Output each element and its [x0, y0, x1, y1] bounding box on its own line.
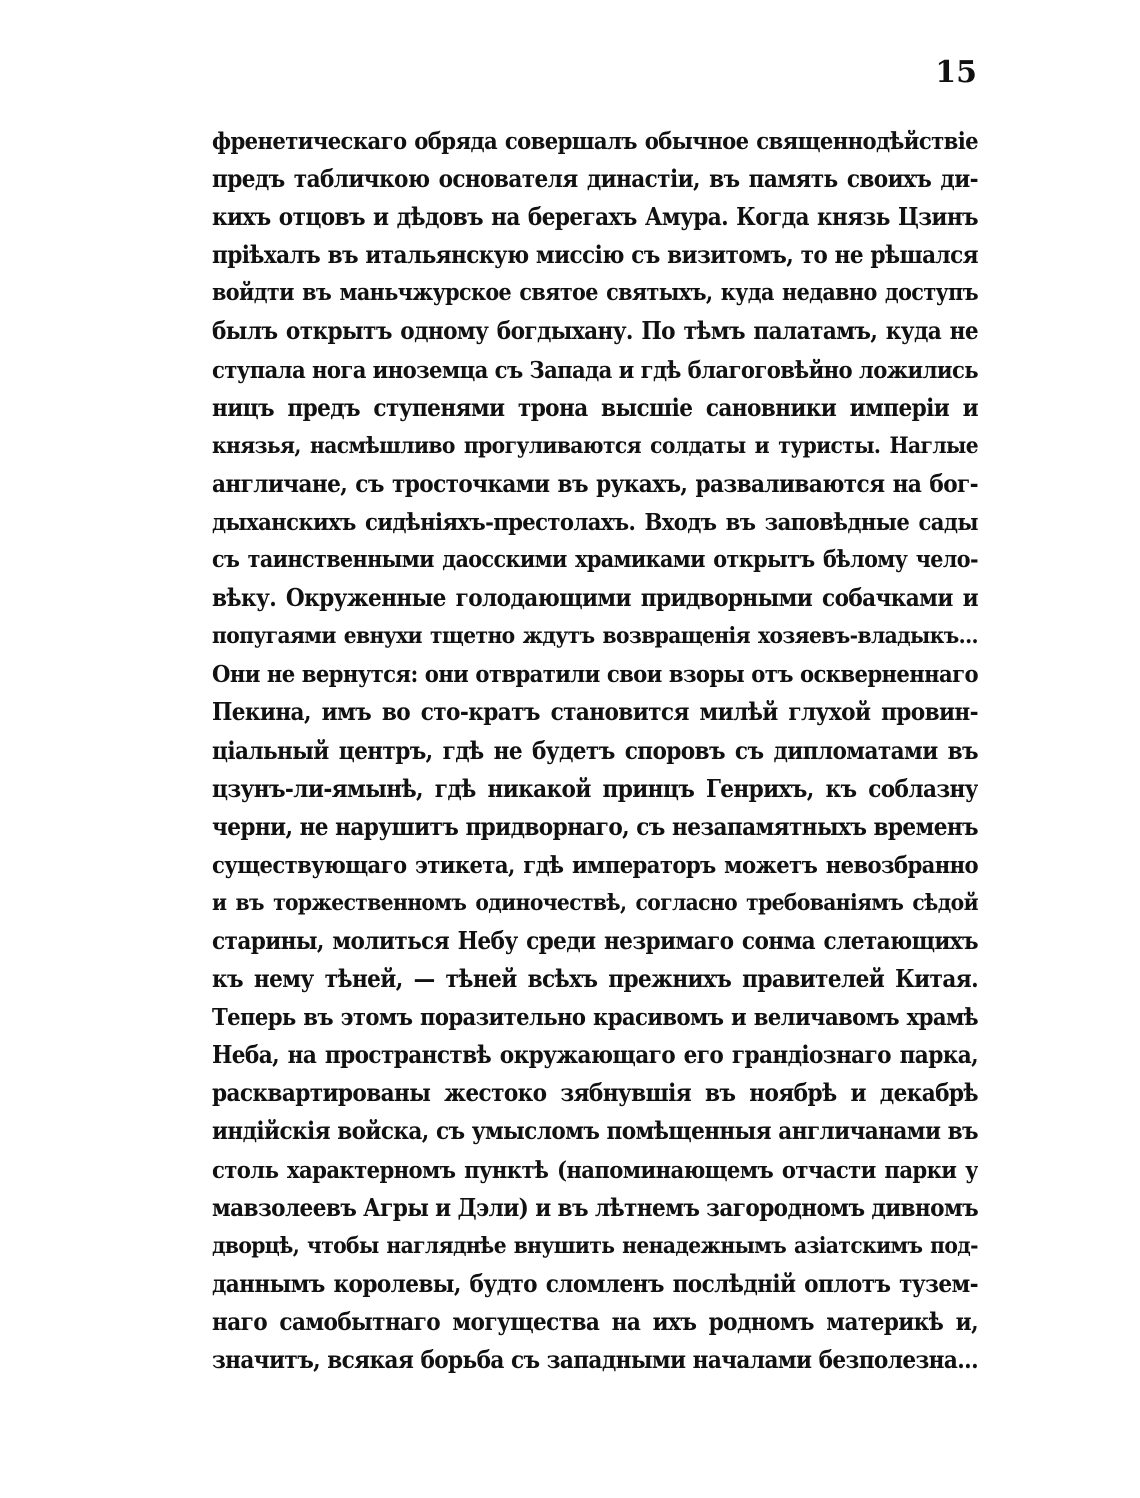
text-line: расквартированы жестоко зябнувшія въ ноябрѣ и декабрѣ	[212, 1078, 978, 1108]
text-line: столь характерномъ пунктѣ (напоминающемъ отчасти парки у	[212, 1155, 978, 1184]
text-line: индійскія войска, съ умысломъ помѣщенныя англичанами въ	[212, 1116, 978, 1146]
text-line: Теперь въ этомъ поразительно красивомъ и величавомъ храмѣ	[212, 1003, 978, 1032]
text-line: цзунъ-ли-ямынѣ, гдѣ никакой принцъ Генрихъ, къ соблазну	[212, 773, 978, 803]
text-line: наго самобытнаго могущества на ихъ родномъ материкѣ и,	[212, 1306, 978, 1336]
text-line: ницъ предъ ступенями трона высшіе сановники имперіи и	[212, 392, 978, 422]
text-line: пріѣхалъ въ итальянскую миссію съ визитомъ, то не рѣшался	[212, 240, 978, 270]
text-line: ціальный центръ, гдѣ не будетъ споровъ съ дипломатами въ	[212, 735, 978, 765]
text-line: вѣку. Окруженные голодающими придворными собачками и	[212, 583, 978, 613]
page-number: 15	[935, 55, 977, 90]
text-line: и въ торжественномъ одиночествѣ, согласно требованіямъ сѣдой	[212, 889, 978, 916]
text-line: Они не вернутся: они отвратили свои взоры отъ оскверненнаго	[212, 660, 978, 689]
text-line: существующаго этикета, гдѣ императоръ можетъ невозбранно	[212, 850, 978, 879]
text-line: съ таинственными даосскими храмиками открытъ бѣлому чело-	[212, 546, 978, 574]
text-line: френетическаго обряда совершалъ обычное священнодѣйствіе	[212, 127, 978, 155]
text-line: кихъ отцовъ и дѣдовъ на берегахъ Амура. Когда князь Цзинъ	[212, 202, 978, 232]
text-line: мавзолеевъ Агры и Дэли) и въ лѣтнемъ загородномъ дивномъ	[212, 1192, 978, 1222]
text-line: войдти въ маньчжурское святое святыхъ, куда недавно доступъ	[212, 279, 978, 307]
text-line: попугаями евнухи тщетно ждутъ возвращенія хозяевъ-владыкъ...	[212, 623, 978, 650]
text-line: дворцѣ, чтобы нагляднѣе внушить ненадежнымъ азіатскимъ под-	[212, 1232, 978, 1259]
text-line: дыханскихъ сидѣніяхъ-престолахъ. Входъ въ заповѣдные сады	[212, 507, 978, 536]
text-line: ступала нога иноземца съ Запада и гдѣ благоговѣйно ложились	[212, 355, 978, 384]
text-line: былъ открытъ одному богдыхану. По тѣмъ палатамъ, куда не	[212, 316, 978, 346]
body-text	[212, 122, 978, 1379]
text-line: черни, не нарушитъ придворнаго, съ незапамятныхъ временъ	[212, 811, 978, 841]
text-line: Неба, на пространствѣ окружающаго его грандіознаго парка,	[212, 1040, 978, 1070]
text-line: даннымъ королевы, будто сломленъ послѣдній оплотъ тузем-	[212, 1268, 978, 1298]
text-line: предъ табличкою основателя династіи, въ память своихъ ди-	[212, 164, 978, 194]
text-line: Пекина, имъ во сто-кратъ становится милѣй глухой провин-	[212, 697, 978, 727]
text-line: князья, насмѣшливо прогуливаются солдаты и туристы. Наглые	[212, 432, 978, 459]
text-line: къ нему тѣней, — тѣней всѣхъ прежнихъ правителей Китая.	[212, 964, 978, 994]
text-line: старины, молиться Небу среди незримаго сонма слетающихъ	[212, 925, 978, 955]
text-line: англичане, съ тросточками въ рукахъ, разваливаются на бог-	[212, 468, 978, 498]
text-line: значитъ, всякая борьба съ западными началами безполезна...	[212, 1345, 978, 1374]
